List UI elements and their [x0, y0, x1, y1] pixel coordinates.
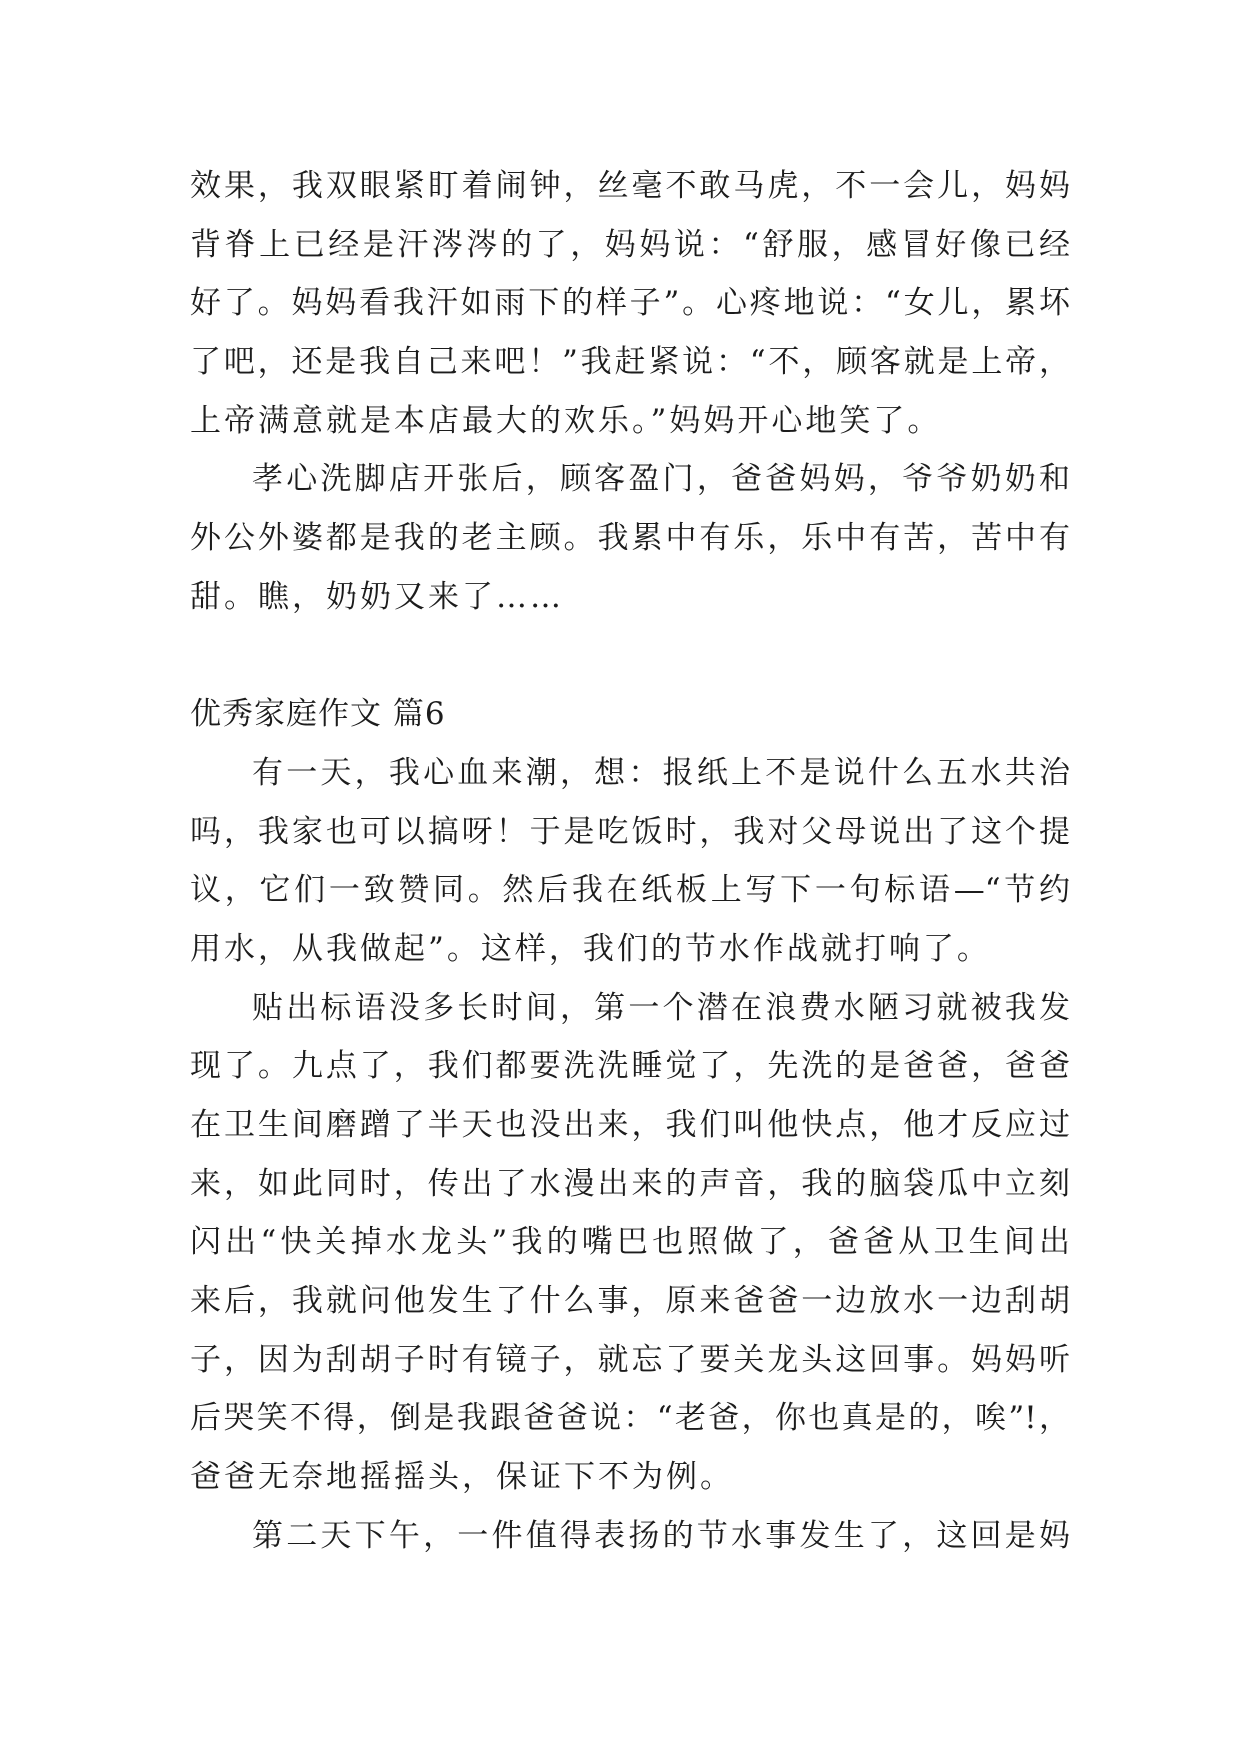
text-line: 在卫生间磨蹭了半天也没出来，我们叫他快点，他才反应过: [190, 1107, 1070, 1143]
text-line: 闪出“快关掉水龙头”我的嘴巴也照做了，爸爸从卫生间出: [190, 1224, 1070, 1261]
text-line: 子，因为刮胡子时有镜子，就忘了要关龙头这回事。妈妈听: [190, 1341, 1070, 1378]
paragraph-store: [190, 450, 1070, 626]
paragraph-gap: [190, 627, 1070, 686]
text-line: 第二天下午，一件值得表扬的节水事发生了，这回是妈: [252, 1517, 1070, 1554]
text-line: 孝心洗脚店开张后，顾客盈门，爸爸妈妈，爷爷奶奶和: [252, 461, 1070, 498]
text-line: 来后，我就问他发生了什么事，原来爸爸一边放水一边刮胡: [190, 1283, 1070, 1320]
paragraph-idea: [190, 744, 1070, 979]
text-line: 现了。九点了，我们都要洗洗睡觉了，先洗的是爸爸，爸爸: [190, 1048, 1070, 1085]
text-line: 背脊上已经是汗涔涔的了，妈妈说：“舒服，感冒好像已经: [190, 226, 1070, 263]
paragraph-next-day: [190, 1507, 1070, 1566]
text-line: 贴出标语没多长时间，第一个潜在浪费水陋习就被我发: [252, 989, 1070, 1026]
paragraph-continued: [190, 157, 1070, 450]
paragraph-dad: [190, 979, 1070, 1507]
text-line: 有一天，我心血来潮，想：报纸上不是说什么五水共治: [252, 754, 1070, 791]
text-line: 上帝满意就是本店最大的欢乐。”妈妈开心地笑了。: [190, 402, 942, 439]
text-line: 外公外婆都是我的老主顾。我累中有乐，乐中有苦，苦中有: [190, 520, 1070, 557]
text-line: 爸爸无奈地摇摇头，保证下不为例。: [190, 1459, 734, 1496]
section-title: 优秀家庭作文 篇6: [190, 696, 446, 733]
text-line: 好了。妈妈看我汗如雨下的样子”。心疼地说：“女儿，累坏: [190, 285, 1070, 322]
text-line: 用水，从我做起”。这样，我们的节水作战就打响了。: [190, 930, 991, 967]
document-body: [190, 157, 1070, 1566]
text-line: 甜。瞧，奶奶又来了……: [190, 578, 564, 615]
text-line: 了吧，还是我自己来吧！”我赶紧说：“不，顾客就是上帝，: [190, 344, 1070, 381]
text-line: 吗，我家也可以搞呀！于是吃饭时，我对父母说出了这个提: [190, 813, 1070, 850]
text-line: 效果，我双眼紧盯着闹钟，丝毫不敢马虎，不一会儿，妈妈: [190, 168, 1070, 204]
text-line: 来，如此同时，传出了水漫出来的声音，我的脑袋瓜中立刻: [190, 1165, 1070, 1202]
text-line: 议，它们一致赞同。然后我在纸板上写下一句标语—“节约: [190, 872, 1070, 909]
text-line: 后哭笑不得，倒是我跟爸爸说：“老爸，你也真是的，唉”!，: [190, 1400, 1070, 1437]
